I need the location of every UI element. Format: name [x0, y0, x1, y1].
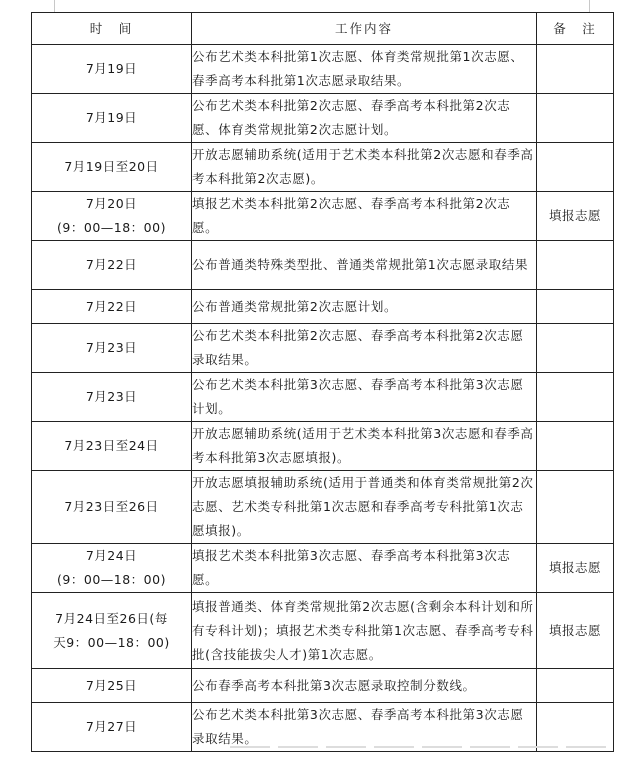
time-cell: [32, 192, 192, 241]
content-text: 公布艺术类本科批第2次志愿、春季高考本科批第2次志愿、体育类常规批第2次志愿计划。: [192, 98, 511, 137]
time-cell: [32, 471, 192, 544]
content-text: 开放志愿辅助系统(适用于艺术类本科批第2次志愿和春季高考本科批第2次志愿)。: [192, 147, 534, 186]
content-cell: [192, 241, 537, 290]
note-cell: [537, 45, 614, 94]
content-text: 公布春季高考本科批第3次志愿录取控制分数线。: [192, 677, 476, 693]
time-text: (9：00—18：00): [57, 572, 166, 587]
note-cell: [537, 94, 614, 143]
note-cell: [537, 593, 614, 669]
time-cell: [32, 94, 192, 143]
table-row: [32, 143, 614, 192]
content-cell: [192, 669, 537, 703]
note-cell: [537, 290, 614, 324]
table-row: [32, 241, 614, 290]
table-header-row: [32, 13, 614, 45]
table-row: [32, 593, 614, 669]
page-margin-marker-right: [589, 0, 590, 12]
content-cell: [192, 373, 537, 422]
table-row: [32, 422, 614, 471]
header-time: 时 间: [32, 13, 192, 45]
header-content: 工作内容: [192, 13, 537, 45]
time-cell: [32, 669, 192, 703]
content-text: 公布艺术类本科批第3次志愿、春季高考本科批第3次志愿录取结果。: [192, 707, 524, 746]
table-row: [32, 324, 614, 373]
time-text: 7月23日: [85, 389, 138, 404]
content-text: 公布艺术类本科批第1次志愿、体育类常规批第1次志愿、春季高考本科批第1次志愿录取结果。: [192, 49, 524, 88]
content-text: 公布普通类特殊类型批、普通类常规批第1次志愿录取结果: [192, 257, 529, 272]
table-body: [32, 45, 614, 752]
table-row: [32, 45, 614, 94]
note-cell: [537, 422, 614, 471]
note-text: 填报志愿: [548, 208, 601, 223]
time-cell: [32, 241, 192, 290]
note-cell: [537, 669, 614, 703]
content-text: 开放志愿辅助系统(适用于艺术类本科批第3次志愿和春季高考本科批第3次志愿填报)。: [192, 426, 534, 465]
table-row: [32, 669, 614, 703]
note-cell: [537, 373, 614, 422]
content-text: 公布艺术类本科批第3次志愿、春季高考本科批第3次志愿计划。: [192, 377, 524, 416]
time-cell: [32, 593, 192, 669]
note-cell: [537, 544, 614, 593]
time-text: 7月27日: [85, 719, 138, 734]
note-cell: [537, 703, 614, 752]
header-note: 备 注: [537, 13, 614, 45]
content-cell: [192, 192, 537, 241]
content-cell: [192, 45, 537, 94]
content-text: 填报艺术类本科批第2次志愿、春季高考本科批第2次志愿。: [192, 196, 511, 235]
table-row: [32, 703, 614, 752]
time-text: 7月24日: [85, 548, 138, 563]
time-text: 7月19日: [85, 110, 138, 125]
note-cell: [537, 471, 614, 544]
time-text: 7月24日至26日(每: [55, 610, 168, 626]
note-text: 填报志愿: [548, 622, 601, 638]
time-text: 7月25日: [85, 677, 138, 693]
admission-schedule-table: [31, 12, 614, 752]
content-text: 填报艺术类本科批第3次志愿、春季高考本科批第3次志愿。: [192, 548, 511, 587]
page-margin-marker-left: [54, 0, 55, 12]
time-text: 7月23日至26日: [64, 499, 159, 514]
time-text: 7月22日: [85, 257, 138, 272]
content-cell: [192, 703, 537, 752]
content-text: 开放志愿填报辅助系统(适用于普通类和体育类常规批第2次志愿、艺术类专科批第1次志愿和春季高考专科批第1次志愿填报)。: [192, 475, 534, 538]
time-text: (9：00—18：00): [57, 220, 166, 235]
time-cell: [32, 290, 192, 324]
content-cell: [192, 324, 537, 373]
content-cell: [192, 544, 537, 593]
table-row: [32, 544, 614, 593]
time-text: 7月23日: [85, 340, 138, 355]
time-text: 7月22日: [85, 298, 138, 314]
note-text: 填报志愿: [548, 560, 601, 575]
note-cell: [537, 143, 614, 192]
table-row: [32, 373, 614, 422]
content-text: 公布艺术类本科批第2次志愿、春季高考本科批第2次志愿录取结果。: [192, 328, 524, 367]
time-cell: [32, 373, 192, 422]
time-text: 天9：00—18：00): [53, 634, 170, 650]
time-cell: [32, 324, 192, 373]
table-row: [32, 94, 614, 143]
time-text: 7月23日至24日: [64, 438, 159, 453]
content-cell: [192, 143, 537, 192]
note-cell: [537, 324, 614, 373]
time-text: 7月19日: [85, 61, 138, 76]
note-cell: [537, 241, 614, 290]
time-cell: [32, 143, 192, 192]
content-text: 填报普通类、体育类常规批第2次志愿(含剩余本科计划和所有专科计划)；填报艺术类专科批第1次志愿、春季高考专科批(含技能拔尖人才)第1次志愿。: [192, 598, 534, 662]
time-cell: [32, 544, 192, 593]
time-text: 7月19日至20日: [64, 159, 159, 174]
page-bottom-artifact: [230, 746, 610, 748]
content-cell: [192, 471, 537, 544]
table-row: [32, 471, 614, 544]
time-cell: [32, 703, 192, 752]
time-text: 7月20日: [85, 196, 138, 211]
content-text: 公布普通类常规批第2次志愿计划。: [192, 298, 398, 314]
content-cell: [192, 290, 537, 324]
table-row: [32, 192, 614, 241]
time-cell: [32, 45, 192, 94]
time-cell: [32, 422, 192, 471]
content-cell: [192, 422, 537, 471]
table-row: [32, 290, 614, 324]
content-cell: [192, 94, 537, 143]
content-cell: [192, 593, 537, 669]
note-cell: [537, 192, 614, 241]
